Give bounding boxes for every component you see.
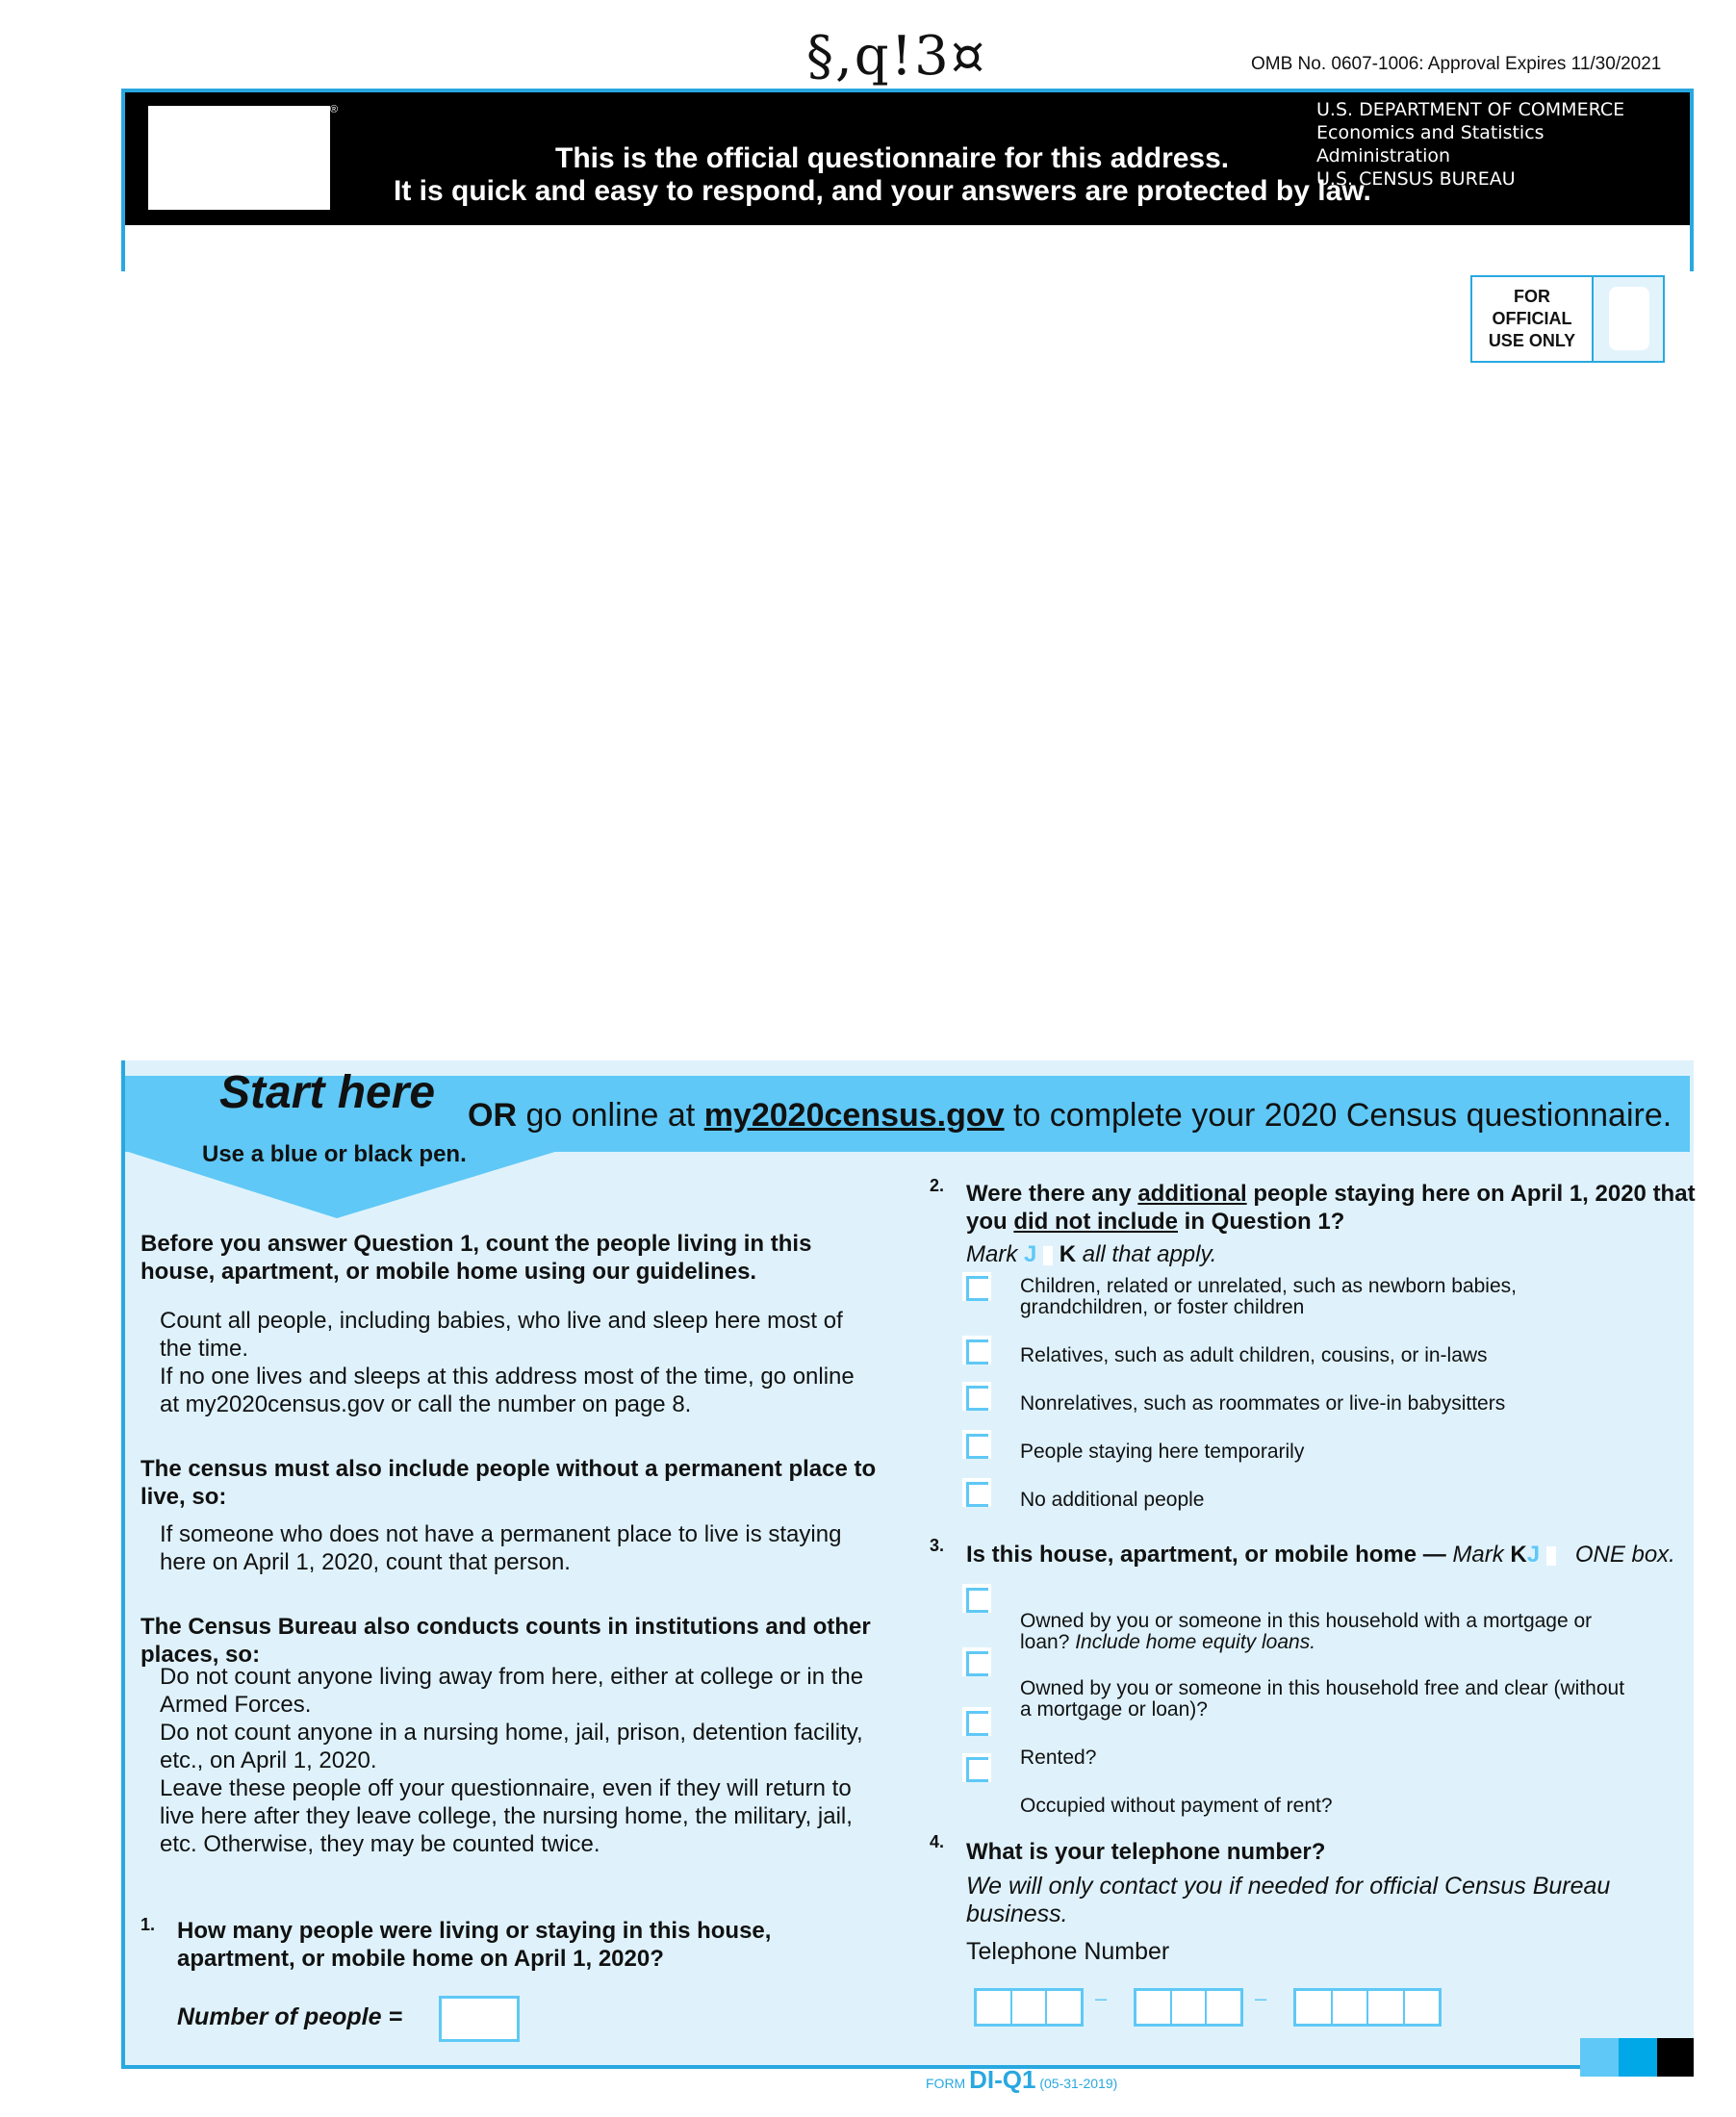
phone-dash: – (1255, 1986, 1267, 2010)
phone-prefix-input[interactable] (1134, 1988, 1243, 2027)
telephone-label: Telephone Number (966, 1938, 1170, 1965)
form-word: FORM (926, 2076, 970, 2091)
official-use-line: FOR (1514, 287, 1550, 306)
q3-option-checkbox[interactable] (962, 1707, 991, 1736)
online-text-end: to complete your 2020 Census questionnaire. (1004, 1097, 1672, 1134)
mark-j-glyph: J (1526, 1542, 1541, 1568)
count-guideline-text: If no one lives and sleeps at this address most of the time, go online at my2020census.gov or call the number on page 8. (160, 1364, 855, 1417)
institutions-text: Leave these people off your questionnaire, even if they will return to live here after they leave college, the nursing home, the military, jail, etc. Otherwise, they may be counted twice. (160, 1775, 853, 1857)
q2-option-label: No additional people (1020, 1489, 1205, 1511)
count-guideline-heading: Before you answer Question 1, count the people living in this house, apartment, or mobile home using our guidelines. (140, 1231, 812, 1285)
official-use-line: USE ONLY (1488, 331, 1576, 350)
online-text: go online at (517, 1097, 704, 1134)
mark-j-glyph: J (1024, 1241, 1037, 1267)
q2-option-checkbox[interactable] (962, 1478, 991, 1507)
census-logo (148, 106, 330, 210)
online-instruction (468, 1097, 1672, 1135)
question-1-text: How many people were living or staying in this house, apartment, or mobile home on April 1, 2020? (177, 1918, 772, 1972)
phone-dash: – (1095, 1986, 1108, 2010)
q2-option-checkbox[interactable] (962, 1382, 991, 1411)
question-2-text (966, 1180, 1698, 1236)
dept-line: U.S. DEPARTMENT OF COMMERCE (1316, 99, 1625, 120)
institutions-heading: The Census Bureau also conducts counts in institutions and other places, so: (140, 1614, 871, 1668)
q2-underlined-phrase: did not include (1013, 1209, 1178, 1235)
pen-instruction: Use a blue or black pen. (202, 1141, 467, 1167)
question-2-instruction (966, 1241, 1216, 1268)
q3-option-checkbox[interactable] (962, 1647, 991, 1676)
start-here-title: Start here (219, 1067, 436, 1118)
q3-option-label: Occupied without payment of rent? (1020, 1795, 1333, 1817)
omb-number: OMB No. 0607-1006: Approval Expires 11/30/2021 (1251, 54, 1662, 74)
question-4-text: What is your telephone number? (966, 1839, 1326, 1865)
institutions-text: Do not count anyone in a nursing home, jail, prison, detention facility, etc., on April 1, 2020. (160, 1720, 863, 1773)
permanent-place-heading: The census must also include people without a permanent place to live, so: (140, 1456, 877, 1510)
mark-all-text: all that apply. (1076, 1241, 1217, 1267)
q3-option-label: Owned by you or someone in this household free and clear (without a mortgage or loan)? (1020, 1677, 1625, 1721)
header-title-line1: This is the official questionnaire for this address. (555, 142, 1230, 174)
question-1-number: 1. (140, 1915, 156, 1934)
registration-square-black (1657, 2038, 1694, 2077)
official-use-field (1609, 287, 1649, 350)
department-block (1316, 98, 1624, 191)
phone-area-code-input[interactable] (974, 1988, 1084, 2027)
official-use-line: OFFICIAL (1492, 309, 1572, 328)
question-4-note: We will only contact you if needed for official Census Bureau business. (966, 1873, 1611, 1927)
dept-line: Administration (1316, 145, 1451, 166)
q2-text-part: in Question 1? (1178, 1209, 1345, 1235)
mark-gap (1043, 1246, 1053, 1265)
census-url-link[interactable]: my2020census.gov (703, 1097, 1005, 1134)
number-of-people-label: Number of people = (177, 2003, 403, 2030)
q3-option-label (1020, 1611, 1636, 1653)
institutions-text: Do not count anyone living away from here, either at college or in the Armed Forces. (160, 1664, 864, 1718)
question-4-number: 4. (930, 1832, 945, 1851)
q3-option-checkbox[interactable] (962, 1584, 991, 1613)
q2-underlined-word: additional (1137, 1181, 1247, 1207)
q2-text-part: Were there any (966, 1181, 1138, 1207)
permanent-place-text: If someone who does not have a permanent place to live is staying here on April 1, 2020, count that person. (160, 1521, 842, 1575)
number-of-people-input[interactable] (439, 1996, 520, 2042)
q3-option-checkbox[interactable] (962, 1753, 991, 1782)
q2-option-checkbox[interactable] (962, 1336, 991, 1365)
q2-option-label: Children, related or unrelated, such as newborn babies, grandchildren, or foster children (1020, 1275, 1517, 1318)
q2-option-label: Relatives, such as adult children, cousins, or in-laws (1020, 1344, 1488, 1366)
q3-option-label: Rented? (1020, 1747, 1097, 1769)
form-id-code: DI-Q1 (969, 2065, 1036, 2094)
mark-word: Mark (966, 1241, 1024, 1267)
count-guideline-text: Count all people, including babies, who live and sleep here most of the time. (160, 1308, 843, 1362)
mark-one-box-text: ONE box. (1574, 1542, 1675, 1568)
or-word: OR (468, 1097, 517, 1134)
form-identifier (926, 2065, 1117, 2095)
q2-option-checkbox[interactable] (962, 1272, 991, 1301)
registration-square-blue (1619, 2038, 1657, 2077)
barcode-text: §,q!3¤ (806, 25, 987, 88)
mark-k-glyph: K (1510, 1542, 1527, 1568)
q2-option-checkbox[interactable] (962, 1430, 991, 1459)
dept-line: Economics and Statistics (1316, 122, 1545, 143)
q2-text-part: people staying here on April 1, 2020 that you (966, 1181, 1696, 1235)
registration-square-light (1580, 2038, 1619, 2077)
form-date: (05-31-2019) (1035, 2076, 1118, 2091)
official-use-box (1470, 275, 1594, 363)
q3-question: Is this house, apartment, or mobile home — (966, 1542, 1446, 1568)
mark-gap (1546, 1546, 1556, 1566)
mark-word: Mark (1445, 1542, 1511, 1568)
question-3-text (966, 1540, 1698, 1569)
dept-line: U.S. CENSUS BUREAU (1316, 168, 1516, 190)
q3-option-text: Owned by you or someone in this household with a mortgage or loan? (1020, 1610, 1593, 1653)
registered-mark: ® (330, 104, 339, 115)
header-title-line2: It is quick and easy to respond, and your answers are protected by law. (394, 175, 1371, 207)
phone-line-input[interactable] (1293, 1988, 1442, 2027)
question-2-number: 2. (930, 1176, 945, 1195)
mark-k-glyph: K (1059, 1241, 1077, 1267)
q3-option-note: Include home equity loans. (1075, 1631, 1316, 1653)
question-3-number: 3. (930, 1536, 945, 1555)
q2-option-label: Nonrelatives, such as roommates or live-in babysitters (1020, 1392, 1506, 1415)
q2-option-label: People staying here temporarily (1020, 1441, 1305, 1463)
